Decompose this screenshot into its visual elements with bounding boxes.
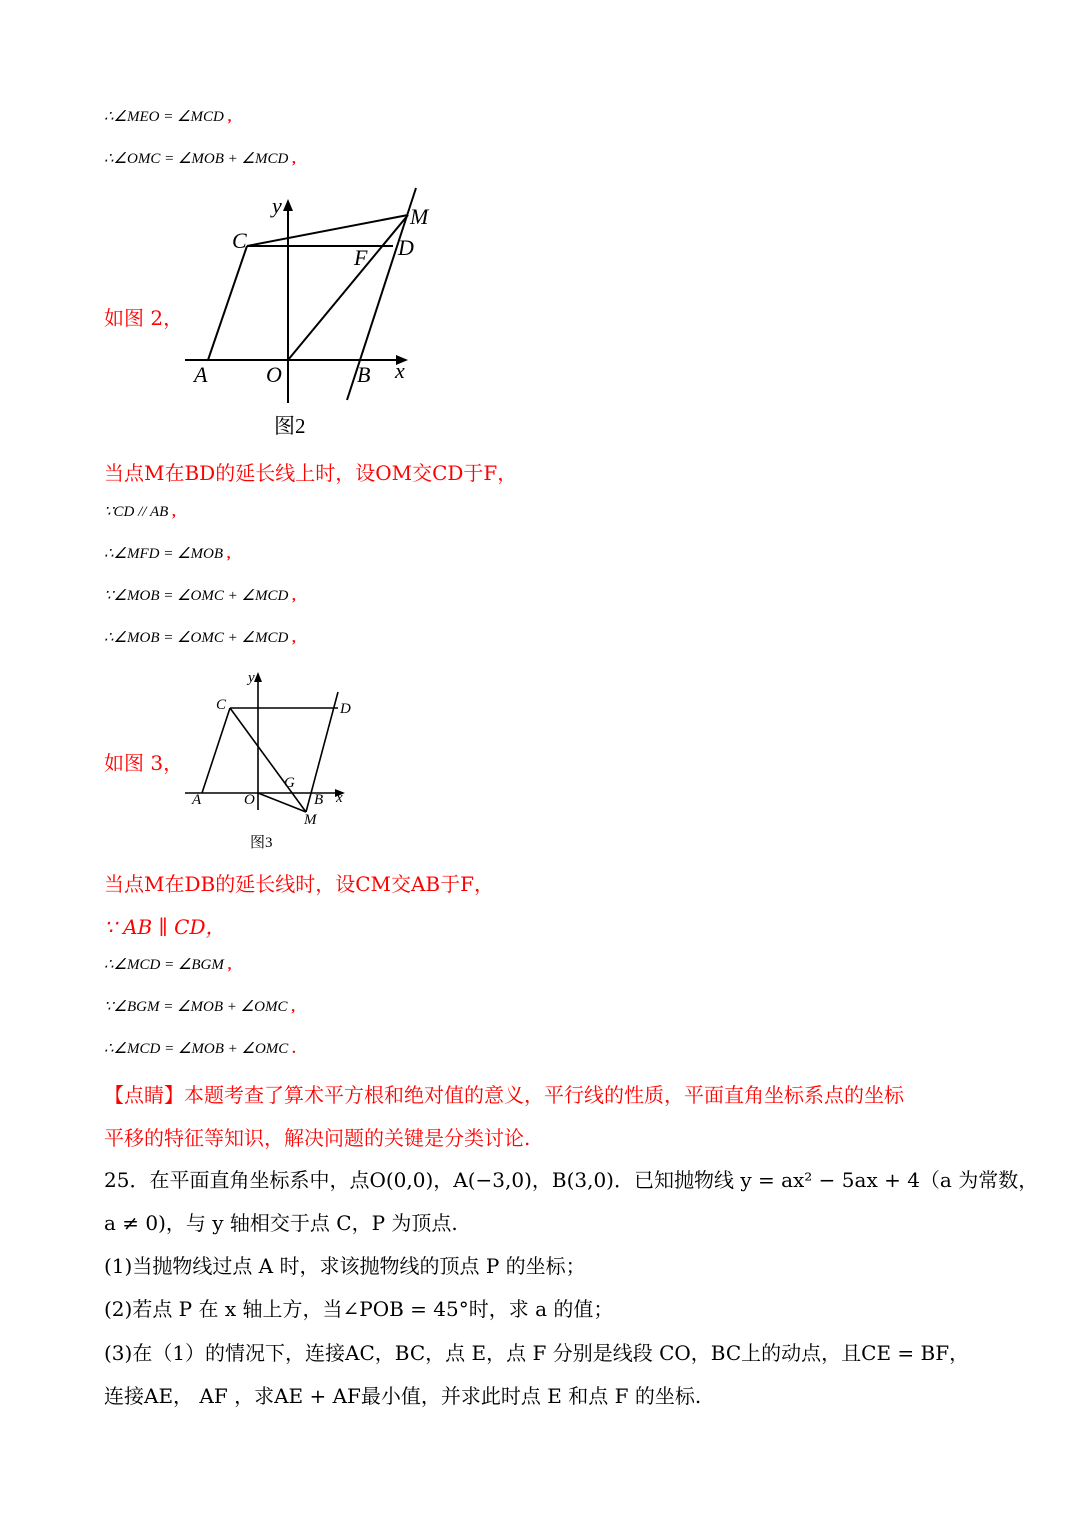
- proof-line: ∴∠MCD = ∠MOB + ∠OMC .: [104, 1041, 296, 1057]
- label-d: D: [340, 701, 351, 717]
- problem-25-line-2: a ≠ 0)，与 y 轴相交于点 C，P 为顶点.: [104, 1211, 458, 1235]
- proof-line: ∴∠OMC = ∠MOB + ∠MCD ,: [104, 151, 296, 167]
- label-b: B: [314, 792, 324, 808]
- label-y: y: [248, 670, 255, 686]
- fig2-intro: 如图 2，: [104, 306, 184, 330]
- label-c: C: [232, 228, 247, 253]
- problem-25-line-1: 25．在平面直角坐标系中，点O(0,0)，A(−3,0)，B(3,0)．已知抛物线 y = ax² − 5ax + 4（a 为常数，: [104, 1168, 1039, 1192]
- proof-line: ∵∠BGM = ∠MOB + ∠OMC ,: [104, 999, 295, 1015]
- segment-ca: [202, 708, 230, 793]
- parallel-statement: ∵ AB ∥ CD，: [104, 915, 226, 939]
- proof-line: ∴∠MOB = ∠OMC + ∠MCD ,: [104, 630, 296, 646]
- question-3-line-1: (3)在（1）的情况下，连接AC，BC，点 E，点 F 分别是线段 CO，BC上的动点，且CE = BF，: [104, 1341, 970, 1365]
- fig3-intro: 如图 3，: [104, 751, 184, 775]
- y-arrow: [283, 199, 293, 211]
- case3-heading: 当点M在DB的延长线时，设CM交AB于F，: [104, 872, 495, 896]
- question-3-line-2: 连接AE， AF ，求AE + AF最小值，并求此时点 E 和点 F 的坐标.: [104, 1384, 702, 1408]
- figure-2: [180, 185, 440, 445]
- label-m: M: [410, 204, 429, 229]
- figure-3: [180, 665, 370, 855]
- label-b: B: [357, 362, 371, 387]
- proof-line: ∵CD // AB ,: [104, 504, 176, 520]
- label-x: x: [336, 790, 343, 806]
- comment-line-1: 【点睛】本题考查了算术平方根和绝对值的意义，平行线的性质，平面直角坐标系点的坐标: [104, 1083, 904, 1107]
- label-y: y: [272, 193, 282, 218]
- y-arrow: [254, 672, 262, 682]
- proof-line: ∴∠MFD = ∠MOB ,: [104, 546, 231, 562]
- proof-line: ∴∠MCD = ∠BGM ,: [104, 957, 232, 973]
- case2-heading: 当点M在BD的延长线上时，设OM交CD于F，: [104, 461, 518, 485]
- comment-line-2: 平移的特征等知识，解决问题的关键是分类讨论.: [104, 1126, 531, 1150]
- label-d: D: [398, 235, 414, 260]
- segment-cm: [247, 215, 408, 246]
- label-c: C: [216, 697, 227, 713]
- question-1: (1)当抛物线过点 A 时，求该抛物线的顶点 P 的坐标；: [104, 1254, 586, 1278]
- fig2-caption: 图2: [274, 414, 306, 438]
- label-f: F: [354, 245, 368, 270]
- label-a: A: [192, 792, 202, 808]
- label-x: x: [395, 358, 405, 383]
- proof-line: ∵∠MOB = ∠OMC + ∠MCD ,: [104, 588, 296, 604]
- segment-ca: [208, 246, 247, 360]
- segment-om: [288, 215, 408, 360]
- label-g: G: [284, 775, 295, 791]
- label-m: M: [304, 812, 317, 828]
- proof-line: ∴∠MEO = ∠MCD ,: [104, 109, 232, 125]
- fig3-caption: 图3: [250, 835, 273, 851]
- question-2: (2)若点 P 在 x 轴上方，当∠POB = 45°时，求 a 的值；: [104, 1297, 614, 1321]
- label-o: O: [244, 792, 255, 808]
- label-a: A: [194, 362, 208, 387]
- label-o: O: [266, 362, 282, 387]
